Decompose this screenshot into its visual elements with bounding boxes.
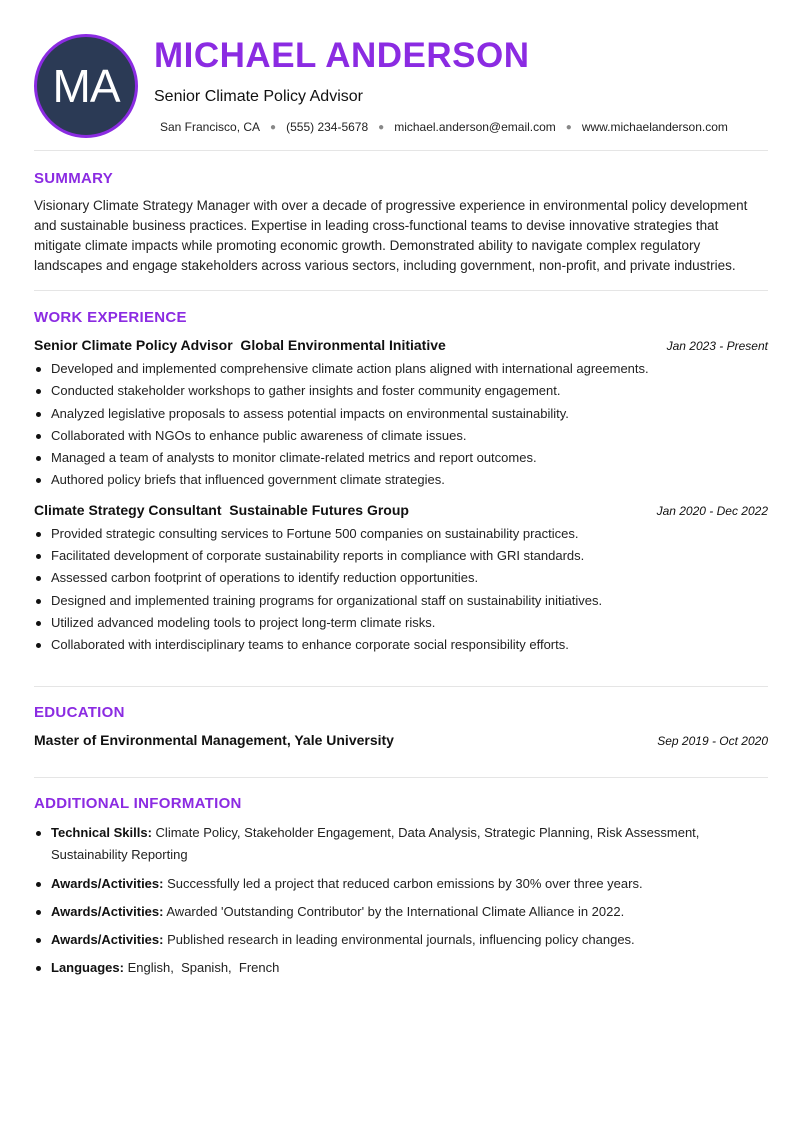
item-label: Awards/Activities: (51, 875, 164, 891)
section-title-summary: SUMMARY (34, 170, 114, 187)
separator-dot-icon: ● (378, 121, 385, 133)
list-item: Assessed carbon footprint of operations to identify reduction opportunities. (34, 567, 768, 589)
job-date: Jan 2023 - Present (666, 339, 768, 353)
item-label: Awards/Activities: (51, 903, 164, 919)
contact-phone: (555) 234-5678 (286, 120, 369, 134)
list-item: Facilitated development of corporate sustainability reports in compliance with GRI standards. (34, 545, 768, 567)
summary-text: Visionary Climate Strategy Manager with over a decade of progressive experience in environmental policy development and sustainable business practices. Expertise in leading cross-functional teams to devise innovative strategies that mitigate climate impacts while promoting economic growth. Demonstrated ability to navigate complex regulatory landscapes and engage stakeholders across various sectors, including government, non-profit, and private industries. (34, 198, 748, 273)
divider (34, 290, 768, 291)
candidate-name: MICHAEL ANDERSON (154, 36, 530, 75)
separator-dot-icon: ● (270, 121, 277, 133)
education-degree: Master of Environmental Management, Yale University (34, 732, 394, 748)
item-label: Awards/Activities: (51, 932, 164, 948)
separator-dot-icon: ● (565, 121, 572, 133)
job-header (34, 337, 768, 353)
list-item (34, 822, 768, 867)
education-section (34, 704, 768, 748)
contact-location: San Francisco, CA (160, 120, 261, 134)
item-text: English, Spanish, French (127, 960, 280, 976)
list-item: Managed a team of analysts to monitor climate-related metrics and report outcomes. (34, 447, 768, 469)
item-text: Successfully led a project that reduced carbon emissions by 30% over three years. (167, 875, 643, 891)
item-label: Languages: (51, 960, 124, 976)
additional-section (34, 795, 768, 986)
job-bullets (34, 523, 768, 657)
job-entry (34, 502, 768, 657)
list-item (34, 957, 768, 979)
resume-header (34, 0, 768, 150)
job-entry (34, 337, 768, 492)
item-text: Awarded 'Outstanding Contributor' by the International Climate Alliance in 2022. (166, 903, 625, 919)
avatar (34, 34, 138, 138)
job-bullets (34, 358, 768, 492)
list-item: Collaborated with interdisciplinary teams to enhance corporate social responsibility efforts. (34, 634, 768, 656)
job-title: Climate Strategy Consultant Sustainable Futures Group (34, 501, 409, 518)
item-text: Published research in leading environmental journals, influencing policy changes. (167, 932, 635, 948)
list-item (34, 901, 768, 923)
list-item: Provided strategic consulting services to Fortune 500 companies on sustainability practices. (34, 523, 768, 545)
contact-website[interactable]: www.michaelanderson.com (581, 120, 728, 134)
list-item: Developed and implemented comprehensive climate action plans aligned with international agreements. (34, 358, 768, 380)
section-title-experience: WORK EXPERIENCE (34, 309, 187, 326)
job-title: Senior Climate Policy Advisor Global Environmental Initiative (34, 337, 446, 353)
list-item: Designed and implemented training programs for organizational staff on sustainability initiatives. (34, 590, 768, 612)
candidate-role: Senior Climate Policy Advisor (154, 88, 363, 105)
job-header (34, 502, 768, 518)
contact-email[interactable]: michael.anderson@email.com (394, 120, 556, 134)
section-title-additional: ADDITIONAL INFORMATION (34, 795, 242, 812)
additional-list (34, 822, 768, 980)
education-entry (34, 732, 768, 748)
resume-page (34, 0, 768, 976)
item-text: Climate Policy, Stakeholder Engagement, Data Analysis, Strategic Planning, Risk Assessment, Sustainability Reporting (51, 825, 700, 863)
contact-row (160, 120, 728, 134)
section-title-education: EDUCATION (34, 704, 125, 721)
list-item: Conducted stakeholder workshops to gather insights and foster community engagement. (34, 380, 768, 402)
list-item: Authored policy briefs that influenced government climate strategies. (34, 469, 768, 491)
list-item: Utilized advanced modeling tools to project long-term climate risks. (34, 612, 768, 634)
summary-section (34, 170, 768, 276)
divider (34, 777, 768, 778)
avatar-initials: MA (52, 60, 120, 112)
list-item: Collaborated with NGOs to enhance public awareness of climate issues. (34, 425, 768, 447)
experience-section (34, 309, 768, 657)
divider (34, 150, 768, 151)
list-item (34, 873, 768, 895)
job-date: Jan 2020 - Dec 2022 (656, 503, 768, 518)
education-date: Sep 2019 - Oct 2020 (657, 734, 768, 748)
item-label: Technical Skills: (51, 825, 152, 840)
list-item: Analyzed legislative proposals to assess potential impacts on environmental sustainability. (34, 403, 768, 425)
list-item (34, 929, 768, 951)
divider (34, 686, 768, 687)
